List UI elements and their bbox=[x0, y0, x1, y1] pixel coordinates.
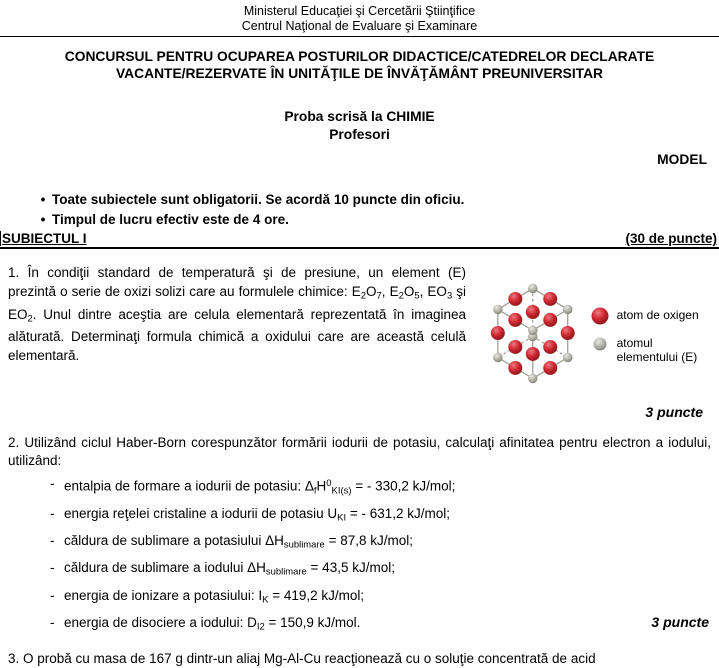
question-1-text: 1. În condiţii standard de temperatură şi de presiune, un element (E) prezintă o serie de oxizi solizi care au formulele chimice: E2O7, E2O5, EO3 şi EO2. Unul dintre aceştia are celula elementară reprezentată în imaginea alăturată. Determinaţi formula chimică a oxidului care are această celulă elementară. bbox=[8, 265, 466, 363]
section-label: SUBIECTUL I bbox=[2, 231, 87, 247]
model-label: MODEL bbox=[657, 151, 707, 167]
dash-icon: - bbox=[50, 506, 55, 522]
instructions-list bbox=[8, 190, 711, 231]
list-item-text: energia de ionizare a potasiului: IK = 419,2 kJ/mol; bbox=[64, 587, 365, 606]
dash-icon: - bbox=[50, 614, 55, 630]
dash-icon: - bbox=[50, 560, 55, 576]
legend-label-element: atomul elementului (E) bbox=[616, 336, 698, 365]
section-heading bbox=[0, 231, 719, 249]
list-item-text: energia de disociere a iodului: DI2 = 150,9 kJ/mol. bbox=[64, 614, 361, 633]
legend-label-oxygen: atom de oxigen bbox=[616, 308, 699, 323]
dash-icon: - bbox=[50, 587, 55, 603]
question-3: 3. O probă cu masa de 167 g dintr-un aliaj Mg-Al-Cu reacţionează cu o soluţie concentrată de acid bbox=[8, 651, 596, 667]
list-item-text: entalpia de formare a iodurii de potasiu: ΔfH$^0$KI(s) = - 330,2 kJ/mol; bbox=[64, 478, 456, 497]
legend-row-oxygen bbox=[590, 306, 711, 326]
question-1 bbox=[8, 264, 711, 420]
legend-row-element bbox=[590, 337, 711, 365]
instruction-text: Toate subiectele sunt obligatorii. Se acordă 10 puncte din oficiu. bbox=[52, 191, 465, 207]
ministry-name: Ministerul Educaţiei şi Cercetării Ştiinţifice bbox=[243, 4, 476, 18]
list-item bbox=[8, 505, 711, 527]
element-atom-icon bbox=[590, 337, 610, 353]
instruction-item bbox=[8, 190, 711, 210]
exam-role: Profesori bbox=[329, 126, 390, 142]
header-divider bbox=[0, 36, 719, 37]
left-margin-tick bbox=[0, 231, 1, 246]
list-item-text: căldura de sublimare a potasiului ΔHsublimare = 87,8 kJ/mol; bbox=[64, 533, 413, 551]
crystal-unit-cell-image bbox=[476, 264, 590, 402]
question-2-points: 3 puncte bbox=[651, 613, 709, 630]
list-item bbox=[8, 587, 711, 609]
section-points: (30 de puncte) bbox=[625, 231, 717, 247]
question-2-intro: 2. Utilizând ciclul Haber-Born corespunzător formării iodurii de potasiu, calculaţi afinitatea pentru electron a iodului, utilizând: bbox=[8, 435, 711, 469]
dash-icon: - bbox=[50, 476, 55, 492]
bullet-icon: • bbox=[40, 212, 46, 228]
center-name: Centrul Naţional de Evaluare şi Examinare bbox=[241, 18, 478, 33]
ministry-header bbox=[8, 4, 711, 34]
question-1-points: 3 puncte bbox=[645, 404, 703, 421]
exam-subtitle-block bbox=[8, 108, 711, 142]
bullet-icon: • bbox=[40, 191, 46, 207]
instruction-text: Timpul de lucru efectiv este de 4 ore. bbox=[52, 212, 289, 228]
list-item-text: căldura de sublimare a iodului ΔHsublimare = 43,5 kJ/mol; bbox=[64, 560, 395, 579]
exam-subject: Proba scrisă la CHIMIE bbox=[284, 109, 435, 125]
instruction-item bbox=[8, 210, 711, 230]
contest-title-line1: CONCURSUL PENTRU OCUPAREA POSTURILOR DIDACTICE/CATEDRELOR DECLARATE bbox=[64, 48, 655, 64]
contest-title bbox=[8, 48, 711, 84]
contest-title-line2: VACANTE/REZERVATE ÎN UNITĂŢILE DE ÎNVĂŢĂMÂNT PREUNIVERSITAR bbox=[116, 66, 603, 82]
list-item-text: energia reţelei cristaline a iodurii de potasiu UKI = - 631,2 kJ/mol; bbox=[64, 506, 450, 524]
question-2-data-list bbox=[8, 475, 711, 635]
oxygen-atom-icon bbox=[590, 306, 610, 326]
unit-cell-figure bbox=[466, 264, 711, 420]
list-item bbox=[8, 614, 711, 636]
list-item bbox=[8, 475, 711, 499]
list-item bbox=[8, 559, 711, 581]
list-item bbox=[8, 532, 711, 554]
dash-icon: - bbox=[50, 533, 55, 549]
figure-legend bbox=[590, 306, 711, 376]
question-2 bbox=[8, 434, 711, 635]
